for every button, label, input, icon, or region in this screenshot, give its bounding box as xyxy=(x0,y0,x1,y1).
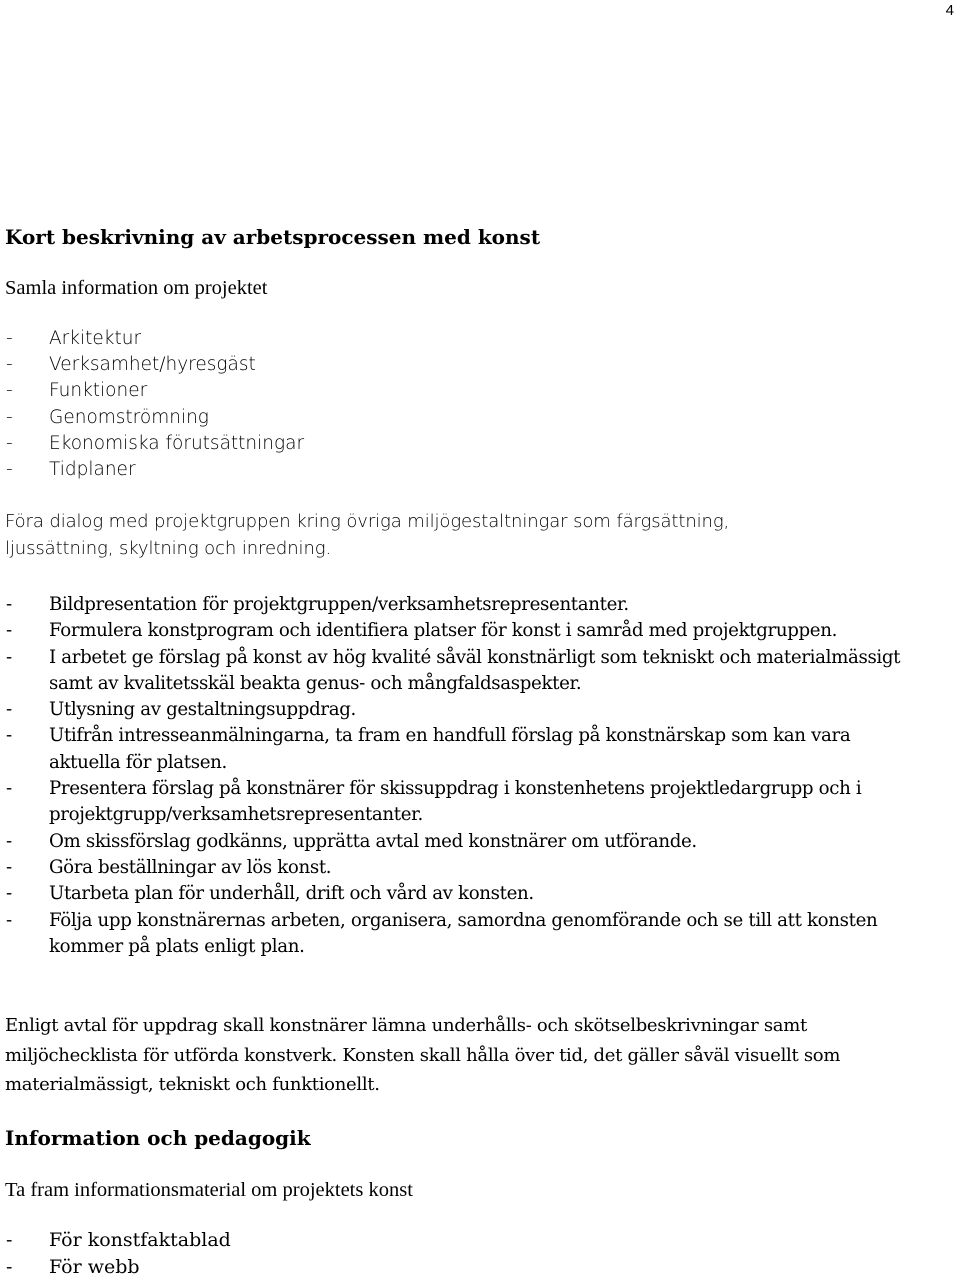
dash-marker: - xyxy=(6,855,12,881)
dash-marker: - xyxy=(6,618,12,644)
dash-marker: - xyxy=(6,908,12,934)
section-heading-information: Information och pedagogik xyxy=(5,1125,311,1151)
list-item: - Följa upp konstnärernas arbeten, organisera, samordna genomförande och se till att konsten kommer på plats enligt plan. xyxy=(5,908,905,961)
page-number: 4 xyxy=(946,2,954,19)
list-item: - Funktioner xyxy=(5,378,905,404)
dash-marker: - xyxy=(6,776,12,802)
list-item: - Arkitektur xyxy=(5,326,905,352)
list-item: - Ekonomiska förutsättningar xyxy=(5,431,905,457)
dash-marker: - xyxy=(6,592,12,618)
process-list xyxy=(5,592,905,960)
list-item: - Presentera förslag på konstnärer för skissuppdrag i konstenhetens projektledargrupp och i projektgrupp/verksamhetsrepresentanter. xyxy=(5,776,905,829)
list-item: - Utlysning av gestaltningsuppdrag. xyxy=(5,697,905,723)
list-item: - Göra beställningar av lös konst. xyxy=(5,855,905,881)
list-item: - Utarbeta plan för underhåll, drift och vård av konsten. xyxy=(5,881,905,907)
section-heading-arbetsprocessen: Kort beskrivning av arbetsprocessen med konst xyxy=(5,224,540,250)
agreement-paragraph: Enligt avtal för uppdrag skall konstnärer lämna underhålls- och skötselbeskrivningar samt miljöchecklista för utförda konstverk. Konsten skall hålla över tid, det gäller såväl visuellt som materialmässigt, tekniskt och funktionellt. xyxy=(5,1011,935,1100)
list-item: - Formulera konstprogram och identifiera platser för konst i samråd med projektgruppen. xyxy=(5,618,905,644)
dash-marker: - xyxy=(6,645,12,671)
list-item: - För konstfaktablad xyxy=(5,1227,905,1254)
dash-marker: - xyxy=(6,697,12,723)
dash-marker: - xyxy=(6,378,13,404)
list-item: - Verksamhet/hyresgäst xyxy=(5,352,905,378)
information-list xyxy=(5,1227,905,1280)
dash-marker: - xyxy=(6,723,12,749)
intro-samla-information: Samla information om projektet xyxy=(5,275,267,301)
info-list xyxy=(5,326,905,483)
dialog-paragraph: Föra dialog med projektgruppen kring övriga miljögestaltningar som färgsättning, ljussättning, skyltning och inredning. xyxy=(5,509,955,562)
dash-marker: - xyxy=(6,431,13,457)
list-item: - Genomströmning xyxy=(5,405,905,431)
dash-marker: - xyxy=(6,1227,12,1254)
dash-marker: - xyxy=(6,457,13,483)
dash-marker: - xyxy=(6,829,12,855)
dash-marker: - xyxy=(6,352,13,378)
list-item: - I arbetet ge förslag på konst av hög kvalité såväl konstnärligt som tekniskt och materialmässigt samt av kvalitetsskäl beakta genus- och mångfaldsaspekter. xyxy=(5,645,905,698)
intro-informationsmaterial: Ta fram informationsmaterial om projektets konst xyxy=(5,1177,413,1203)
list-item: - Om skissförslag godkänns, upprätta avtal med konstnärer om utförande. xyxy=(5,829,905,855)
list-item: - För webb xyxy=(5,1254,905,1280)
dash-marker: - xyxy=(6,405,13,431)
dash-marker: - xyxy=(6,1254,12,1280)
dash-marker: - xyxy=(6,881,12,907)
list-item: - Tidplaner xyxy=(5,457,905,483)
list-item: - Bildpresentation för projektgruppen/verksamhetsrepresentanter. xyxy=(5,592,905,618)
dash-marker: - xyxy=(6,326,13,352)
list-item: - Utifrån intresseanmälningarna, ta fram en handfull förslag på konstnärskap som kan vara aktuella för platsen. xyxy=(5,723,905,776)
